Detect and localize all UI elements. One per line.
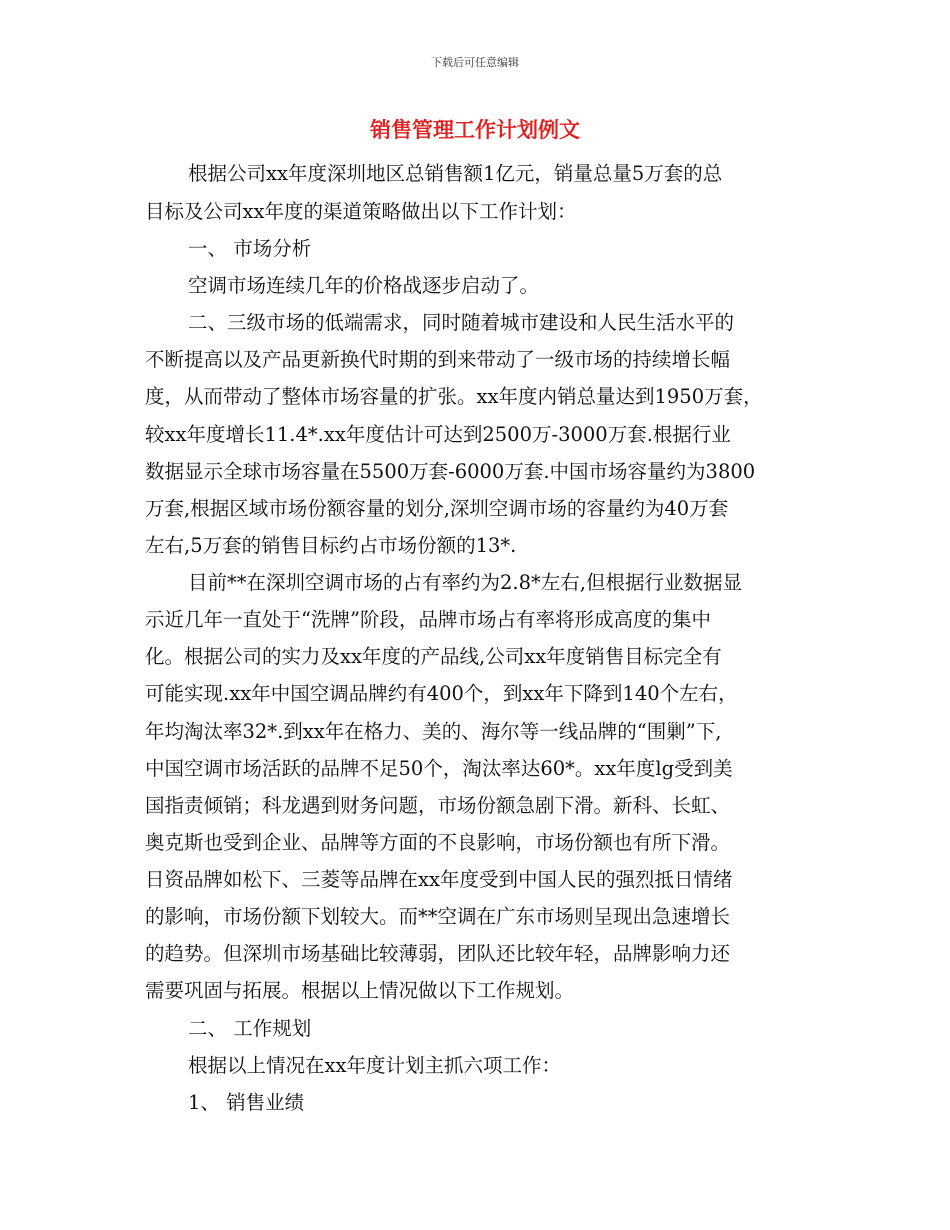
body-line: 的趋势。但深圳市场基础比较薄弱，团队还比较年轻，品牌影响力还 — [145, 942, 731, 965]
body-line: 国指责倾销；科龙遇到财务问题，市场份额急剧下滑。新科、长虹、 — [145, 794, 731, 817]
body-line: 化。根据公司的实力及xx年度的产品线,公司xx年度销售目标完全有 — [145, 645, 722, 668]
body-line: 目前**在深圳空调市场的占有率约为2.8*左右,但根据行业数据显 — [188, 571, 742, 594]
body-line: 的影响，市场份额下划较大。而**空调在广东市场则呈现出急速增长 — [145, 905, 731, 928]
body-line: 奥克斯也受到企业、品牌等方面的不良影响，市场份额也有所下滑。 — [145, 831, 731, 854]
body-line: 需要巩固与拓展。根据以上情况做以下工作规划。 — [145, 979, 575, 1002]
body-line: 数据显示全球市场容量在5500万套-6000万套.中国市场容量约为3800 — [145, 460, 756, 483]
body-line: 空调市场连续几年的价格战逐步启动了。 — [188, 274, 540, 297]
body-line: 日资品牌如松下、三菱等品牌在xx年度受到中国人民的强烈抵日情绪 — [145, 868, 733, 891]
header-note: 下载后可任意编辑 — [431, 56, 519, 69]
document-title: 销售管理工作计划例文 — [370, 118, 580, 142]
subsection-heading-sales-performance: 1、 销售业绩 — [188, 1091, 305, 1114]
body-line: 可能实现.xx年中国空调品牌约有400个，到xx年下降到140个左右， — [145, 682, 738, 705]
body-line: 目标及公司xx年度的渠道策略做出以下工作计划： — [145, 200, 577, 223]
section-heading-work-plan: 二、 工作规划 — [188, 1017, 312, 1040]
body-line: 左右,5万套的销售目标约占市场份额的13*. — [145, 534, 517, 557]
body-line: 不断提高以及产品更新换代时期的到来带动了一级市场的持续增长幅 — [145, 348, 731, 371]
body-line: 度，从而带动了整体市场容量的扩张。xx年度内销总量达到1950万套， — [145, 385, 763, 408]
body-line: 中国空调市场活跃的品牌不足50个，淘汰率达60*。xx年度lg受到美 — [145, 757, 733, 780]
body-line: 根据以上情况在xx年度计划主抓六项工作： — [188, 1054, 561, 1077]
body-line: 二、三级市场的低端需求，同时随着城市建设和人民生活水平的 — [188, 311, 735, 334]
body-line: 年均淘汰率32*.到xx年在格力、美的、海尔等一线品牌的“围剿”下, — [145, 720, 722, 743]
body-line: 示近几年一直处于“洗牌”阶段，品牌市场占有率将形成高度的集中 — [145, 608, 711, 631]
section-heading-market-analysis: 一、 市场分析 — [188, 237, 312, 260]
body-line: 较xx年度增长11.4*.xx年度估计可达到2500万-3000万套.根据行业 — [145, 423, 731, 446]
body-line: 万套,根据区域市场份额容量的划分,深圳空调市场的容量约为40万套 — [145, 497, 729, 520]
body-line: 根据公司xx年度深圳地区总销售额1亿元，销量总量5万套的总 — [188, 162, 723, 185]
